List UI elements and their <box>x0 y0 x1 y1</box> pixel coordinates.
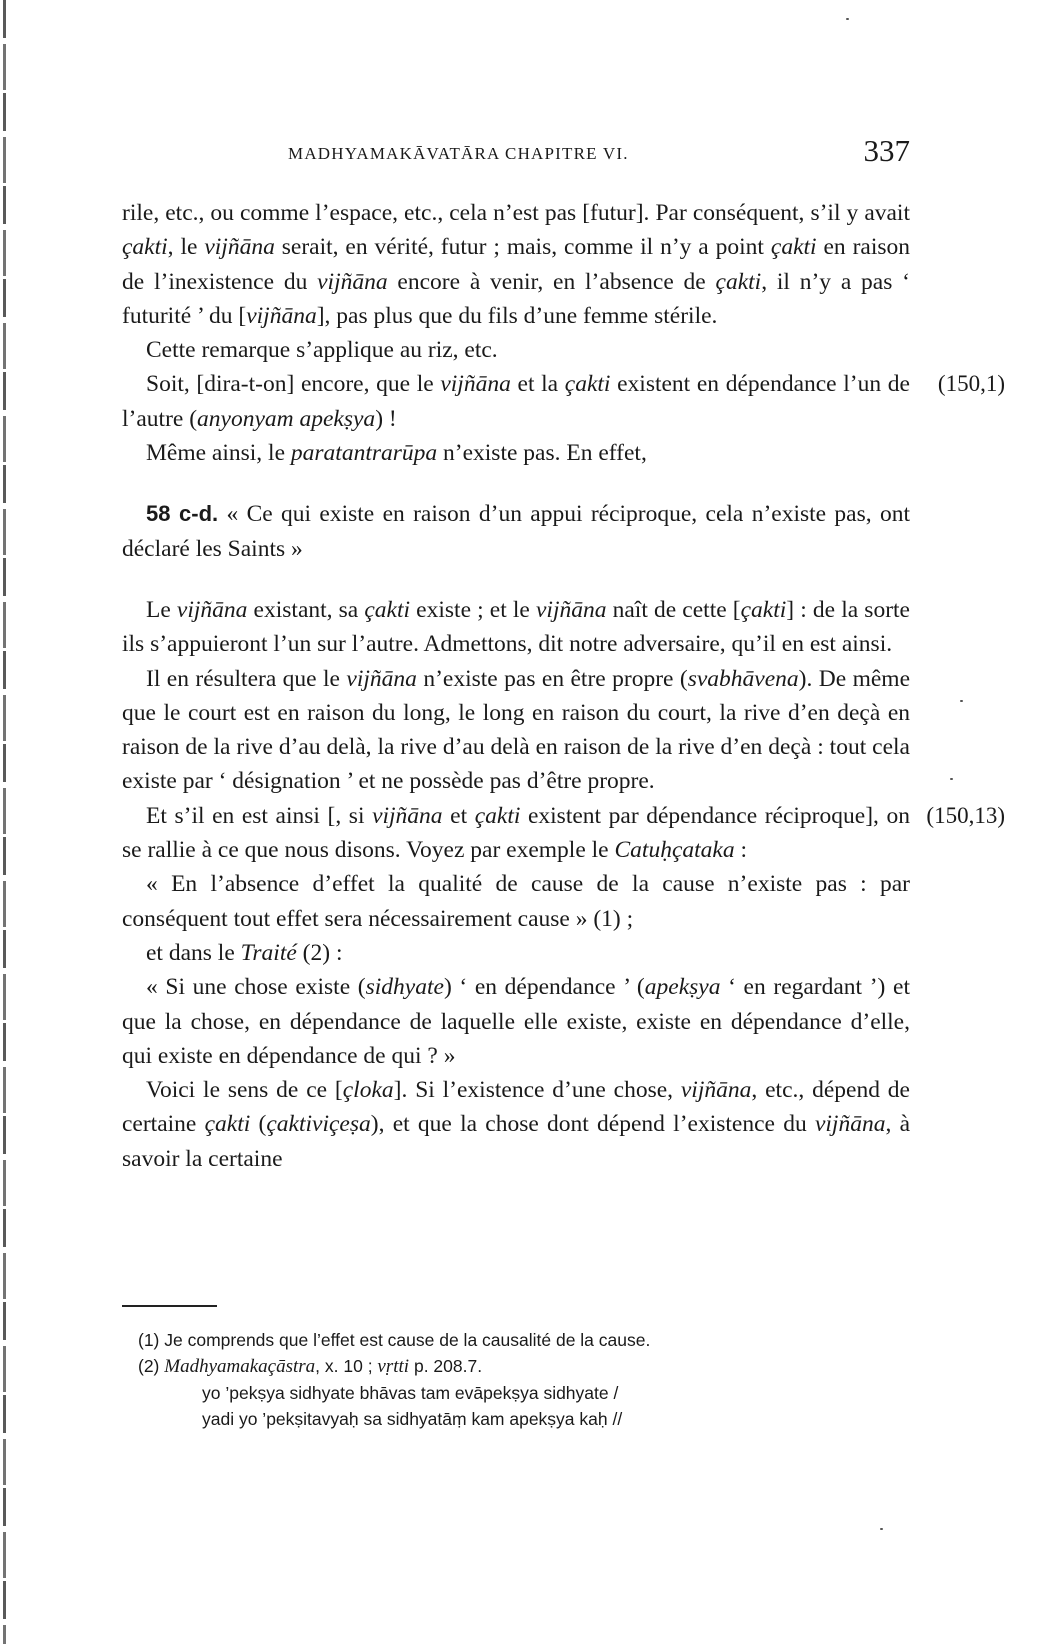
footnotes <box>138 1327 898 1432</box>
quotation-2: « Si une chose existe (sidhyate) ‘ en dépendance ’ (apekṣya ‘ en regardant ’) et que la chose, en dépendance de laquelle elle existe, existe en dépendance d’elle, qui existe en dépendance de qui ? » <box>122 974 910 1069</box>
paragraph-2: Cette remarque s’applique au riz, etc. <box>146 337 498 364</box>
verse-line-1: yo ’pekṣya sidhyate bhāvas tam evāpekṣya sidhyate / <box>202 1383 619 1403</box>
verse-line-2: yadi yo ’pekṣitavyaḥ sa sidhyatāṃ kam apekṣya kaḥ // <box>202 1409 623 1429</box>
paragraph-11: Voici le sens de ce [çloka]. Si l’existence d’une chose, vijñāna, etc., dépend de certaine çakti (çaktiviçeṣa), et que la chose dont dépend l’existence du vijñāna, à savoir la certaine <box>122 1077 911 1172</box>
binding-edge <box>3 0 6 1644</box>
paragraph-6: Il en résultera que le vijñāna n’existe pas en être propre (svabhāvena). De même que le court est en raison du long, le long en raison du court, la rive d’en deçà en raison de la rive d’au delà, la rive d’au delà en raison de la rive d’en deçà : tout cela existe par ‘ désignation ’ et ne possède pas d’être propre. <box>122 665 910 795</box>
stanza: 58 c-d. « Ce qui existe en raison d’un appui réciproque, cela n’existe pas, ont déclaré les Saints » <box>122 501 910 562</box>
paragraph-9: et dans le Traité (2) : <box>146 939 343 966</box>
page-header <box>288 133 910 173</box>
stanza-label: 58 c-d. <box>146 501 219 527</box>
paragraph-1: rile, etc., ou comme l’espace, etc., cela n’est pas [futur]. Par conséquent, s’il y avait çakti, le vijñāna serait, en vérité, futur ; mais, comme il n’y a point çakti en raison de l’inexistence du vijñāna encore à venir, en l’absence de çakti, il n’y a pas ‘ futurité ’ du [vijñāna], pas plus que du fils d’une femme stérile. <box>122 200 911 329</box>
scan-speck <box>950 778 953 780</box>
margin-reference: (150,1) <box>937 371 1005 397</box>
margin-reference: (150,13) <box>926 802 1005 828</box>
footnote-rule <box>122 1305 217 1307</box>
paragraph-3: Soit, [dira-t-on] encore, que le vijñāna et la çakti existent en dépendance l’un de l’autre (anyonyam apekṣya) ! (150,1) <box>122 367 910 436</box>
paragraph-4: Même ainsi, le paratantrarūpa n’existe pas. En effet, <box>146 440 647 467</box>
scan-speck <box>960 700 963 702</box>
body-text <box>122 196 1005 1176</box>
scan-speck <box>846 18 849 20</box>
footnote-2: (2) Madhyamakaçāstra, x. 10 ; vṛtti p. 208.7. <box>138 1356 483 1377</box>
paragraph-5: Le vijñāna existant, sa çakti existe ; et le vijñāna naît de cette [çakti] : de la sorte ils s’appuieront l’un sur l’autre. Admettons, dit notre adversaire, qu’il en est ainsi. <box>122 596 910 658</box>
footnote-1: (1) Je comprends que l’effet est cause de la causalité de la cause. <box>138 1330 651 1350</box>
running-title: MADHYAMAKĀVATĀRA CHAPITRE VI. <box>288 144 629 163</box>
quotation-1: « En l’absence d’effet la qualité de cause de la cause n’existe pas : par conséquent tout effet sera nécessairement cause » (1) ; <box>122 871 910 932</box>
page-number: 337 <box>863 133 910 168</box>
scan-speck <box>880 1528 883 1530</box>
paragraph-7: Et s’il en est ainsi [, si vijñāna et çakti existent par dépendance réciproque], on se rallie à ce que nous disons. Voyez par exemple le Catuḥçataka : (150,13) <box>122 799 910 868</box>
